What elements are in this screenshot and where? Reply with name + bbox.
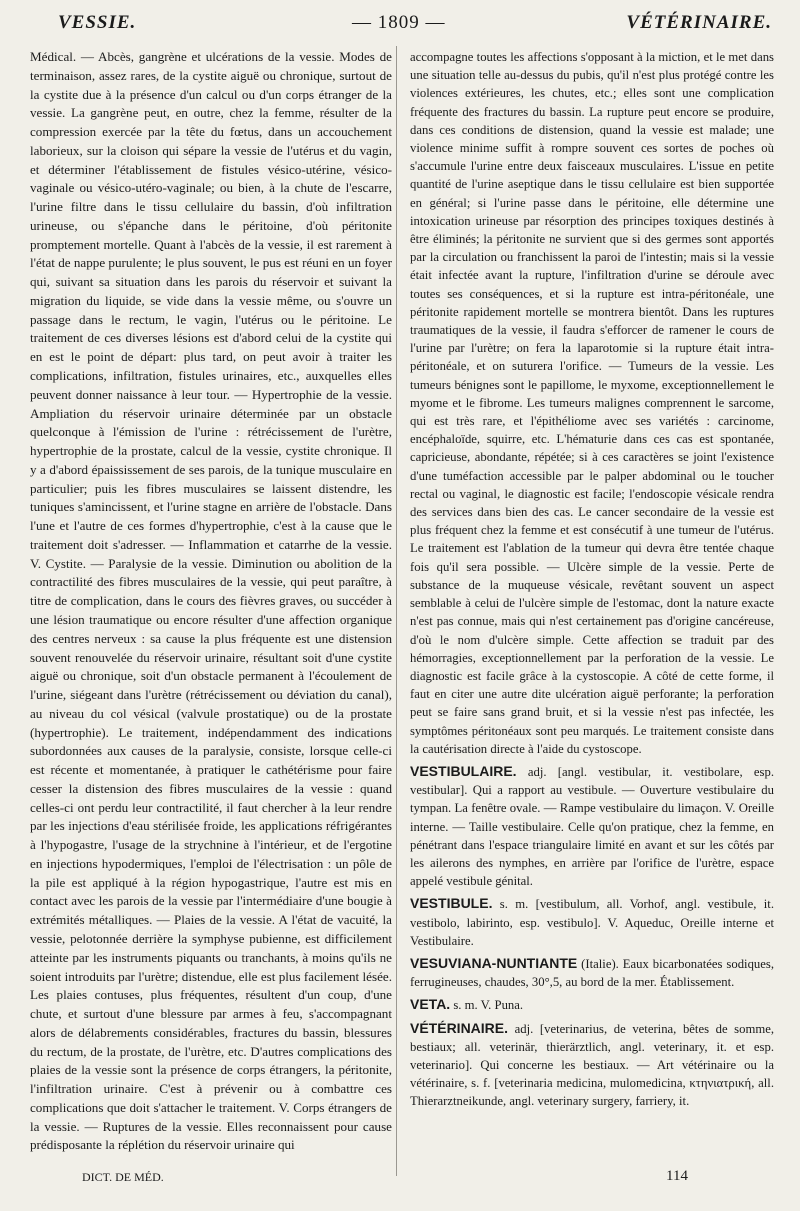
footer-signature: DICT. DE MÉD.: [82, 1170, 164, 1184]
entry-text: adj. [angl. vestibular, it. vestibolare, esp. vestibular]. Qui a rapport au vestibule. — Ouverture vestibulaire du tympan. La fenêtre ovale. — Rampe vestibulaire du limaçon. V. Oreille interne. — Taille vestibulaire. Celle qu'on pratique, chez la femme, en pénétrant dans l'espace triangulaire limité en avant et sur les côtés par les ailerons des nymphes, en arrière par l'orifice de l'urètre, espace appelé vestibule génital.: [410, 764, 775, 889]
running-header: [20, 12, 780, 42]
headword: VÉTÉRINAIRE.: [410, 1019, 509, 1036]
headword: VESUVIANA-NUNTIANTE: [410, 954, 578, 971]
entry-veterinaire: [410, 1019, 774, 1111]
entry-vestibule: [410, 894, 774, 950]
paragraph-vessie-medical: Médical. — Abcès, gangrène et ulcérations de la vessie. Modes de terminaison, assez rares, de la cystite aiguë ou chronique, surtout de la cystite due à la présence d'un calcul ou d'un corps étranger de la vessie. La gangrène peut, en outre, chez la femme, résulter de la compression exercée par la tête du fœtus, dans un accouchement laborieux, sur la cloison qui sépare la vessie de l'utérus et du vagin, et déterminer l'établissement de fistules vésico-utérine, vésico-vaginale ou vésico-utéro-vaginale; ou bien, à la chute de l'escarre, l'urine filtre dans le tissu cellulaire du bassin, d'où infiltration urineuse, ou s'épanche dans le péritoine, d'où péritonite promptement mortelle. Quant à l'abcès de la vessie, il est rarement à l'état de nappe purulente; le plus souvent, le pus est réuni en un foyer qui, suivant sa situation dans les parois du réservoir et suivant la migration du liquide, se vide dans la vessie même, ou s'ouvre un passage dans le rectum, le vagin, l'utérus ou le péritoine. Le traitement de ces diverses lésions est d'abord celui de la cystite qui en est le point de départ: plus tard, on peut avoir à traiter les complications, infiltration, fistules urinaires, etc., auxquelles elles peuvent donner naissance à leur tour. — Hypertrophie de la vessie. Ampliation du réservoir urinaire déterminée par un obstacle quelconque à l'émission de l'urine : rétrécissement de l'urètre, hypertrophie de la prostate, calcul de la vessie, cystite chronique. Il y a d'abord épaississement de ses parois, de la tunique musculaire en particulier; puis les fibres musculaires se laissent distendre, les tuniques s'amincissent, et l'urine stagne en arrière de l'obstacle. Dans l'une et l'autre de ces formes d'hypertrophie, c'est à la cause que le traitement doit s'adresser. — Inflammation et catarrhe de la vessie. V. Cystite. — Paralysie de la vessie. Diminution ou abolition de la contractilité des fibres musculaires de la vessie, qui peut paraître, à titre de complication, dans le cours des fièvres graves, ou succéder à une lésion traumatique ou encore résulter d'une affection organique des centres nerveux : sa cause la plus fréquente est une distension souvent renouvelée du réservoir urinaire, résultant soit d'une cystite aiguë ou chronique, soit d'un obstacle permanent à l'écoulement de l'urine, siégeant dans l'urètre (rétrécissement ou déviation du canal), au niveau du col vésical (valvule prostatique) ou de la prostate (hypertrophie). Le traitement, indépendamment des indications subordonnées aux causes de la paralysie, consiste, lorsque celle-ci est récente et momentanée, à pratiquer le cathétérisme pour faire cesser la distension des fibres musculaires de la vessie : quand celles-ci ont perdu leur contractilité, il faut chercher à la leur rendre par les injections d'eau stérilisée froide, les applications réfrigérantes à l'hypogastre, l'usage de la strychnine à l'intérieur, et de l'ergotine en injections hypodermiques, l'emploi de l'électrisation : un pôle de la pile est appliqué à la région hypogastrique, l'autre est mis en contact avec les parois de la vessie par l'intermédiaire d'une bougie à extrémités métalliques. — Plaies de la vessie. A l'état de vacuité, la vessie, pelotonnée derrière la symphyse pubienne, est difficilement atteinte par les instruments piquants ou tranchants, à moins qu'ils ne soient introduits par l'urètre; distendue, elle est plus facilement lésée. Les plaies contuses, plus fréquentes, résultent d'un coup, d'une chute, et surtout d'une blessure par armes à feu, s'accompagnant alors de délabrements considérables, fractures du bassin, blessures du rectum, de la prostate, de l'urètre, etc. D'autres complications des plaies de la vessie sont la présence de corps étrangers, la péritonite, l'infiltration urinaire. C'est à prévenir ou à combattre ces complications que doit s'attacher le traitement. V. Corps étrangers de la vessie. — Ruptures de la vessie. Elles reconnaissent pour cause prédisposante la réplétion du réservoir urinaire qui: [30, 49, 392, 1153]
entry-vesuviana-nuntiante: [410, 954, 774, 991]
left-column: [30, 48, 392, 1155]
footer-sheet-number: 114: [666, 1168, 688, 1184]
entry-vestibulaire: [410, 762, 774, 890]
entry-text: adj. [veterinarius, de veterina, bêtes de somme, bestiaux; all. veterinär, thierärztlich, angl. veterinary, it. et esp. veterinario]. Qui concerne les bestiaux. — Art vétérinaire ou la vétérinaire, s. f. [veterinaria medicina, mulomedicina, κτηνιατρική, all. Thierarztneikunde, angl. veterinary surgery, farriery, it.: [410, 1021, 774, 1109]
page-footer: [20, 1168, 780, 1192]
entry-text: s. m. V. Puna.: [453, 998, 524, 1013]
entry-veta: [410, 995, 774, 1014]
headword: VETA.: [410, 996, 451, 1013]
header-right-term: VÉTÉRINAIRE.: [626, 12, 772, 33]
headword: VESTIBULAIRE.: [410, 762, 517, 779]
column-divider: [396, 46, 397, 1176]
paragraph-vessie-continuation: accompagne toutes les affections s'opposant à la miction, et le met dans une situation telle au-dessus du pubis, qu'il n'est plus protégé contre les violences extérieures, les chutes, etc.; elles sont une complication fréquente des fractures du bassin. La rupture peut encore se produire, dans ces conditions de distension, quand la vessie est malade; une violence minime suffit à rompre souvent ces sortes de poches où s'accumule l'urine entre deux faisceaux musculaires. L'issue en petite quantité de l'urine aseptique dans le tissu cellulaire est bien supportée en général; si l'urine passe dans le péritoine, elle détermine une intoxication urineuse par résorption des principes toxiques destinés à être éliminés; la péritonite ne survient que si des germes sont apportés par la circulation ou franchissent la paroi de l'intestin; mais si la vessie était infectée avant la rupture, l'infiltration d'urine se déroule avec toutes ses conséquences, et si la rupture est intra-péritonéale, une péritonite rapidement mortelle se montrera bientôt. Dans les ruptures traumatiques de la vessie, il faudra s'efforcer de ramener le cours de l'urine par l'urètre; on fera la laparotomie si la rupture était intra-péritonéale, et on suturera l'orifice. — Tumeurs de la vessie. Les tumeurs bénignes sont le papillome, le myxome, exceptionnellement le myome et le fibrome. Les tumeurs malignes comprennent le sarcome, qui est très rare, et l'épithéliome avec ses variétés : carcinome, encéphaloïde, squirre, etc. L'hématurie dans ces cas est spontanée, capricieuse, abondante, répétée; si à ces caractères se joint l'existence d'une tuméfaction accessible par le palper abdominal ou le toucher rectal ou vaginal, le diagnostic est facile; l'endoscopie vésicale rendra des services dans bien des cas. Le cancer secondaire de la vessie est plus fréquent chez la femme et est consécutif à une tumeur de l'utérus. Le traitement est l'ablation de la tumeur qui devra être tentée chaque fois qu'il sera possible. — Ulcère simple de la vessie. Perte de substance de la muqueuse vésicale, revêtant souvent un aspect semblable à celui de l'ulcère simple de l'estomac, dont la nature exacte n'est pas connue, mais qui n'est certainement pas d'origine cancéreuse, d'où le nom d'ulcère simple. Cette affection se traduit par des hémorragies, exceptionnellement par la perforation de la vessie. Le diagnostic est facile grâce à la cystoscopie. A côté de cette forme, il faut en citer une autre dite ulcération aiguë perforante; la perforation peut se faire sans grand bruit, et si la vessie n'est pas infectée, les symptômes péritonéaux sont peu marqués. Le traitement consiste dans la cautérisation directe à l'aide du cystoscope.: [410, 50, 774, 756]
header-left-term: VESSIE.: [58, 12, 137, 33]
entry-text: s. m. [vestibulum, all. Vorhof, angl. vestibule, it. vestibolo, labirinto, esp. vestibulo]. V. Aqueduc, Oreille interne et Vestibulaire.: [410, 897, 775, 948]
headword: VESTIBULE.: [410, 895, 493, 912]
entry-text: (Italie). Eaux bicarbonatées sodiques, ferrugineuses, chaudes, 30°,5, au bord de la mer. Établissement.: [410, 956, 774, 990]
page-number: — 1809 —: [352, 12, 446, 33]
right-column: [410, 48, 774, 1111]
